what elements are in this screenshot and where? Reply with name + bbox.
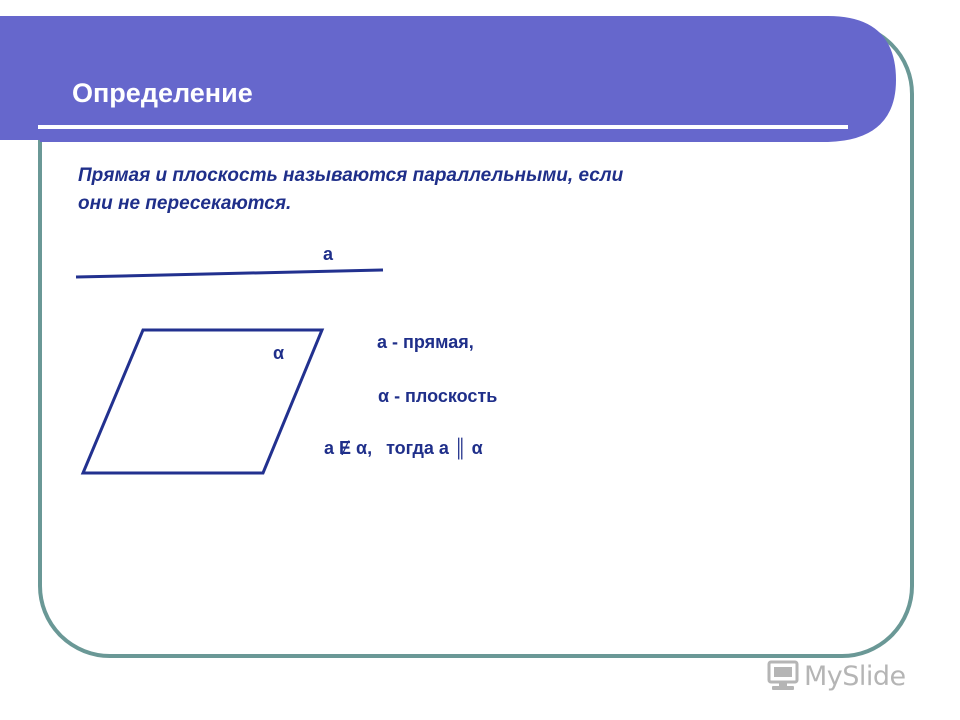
definition-line-2: они не пересекаются. bbox=[78, 193, 292, 214]
legend-plane: α - плоскость bbox=[378, 386, 498, 406]
myslide-logo bbox=[766, 656, 936, 696]
slide-title: Определение bbox=[72, 78, 253, 108]
legend-line: a - прямая, bbox=[377, 332, 474, 352]
computer-icon bbox=[766, 660, 800, 692]
plane-alpha bbox=[83, 330, 322, 473]
logo-text: MySlide bbox=[804, 660, 906, 692]
line-label: a bbox=[323, 244, 334, 264]
definition-line-1: Прямая и плоскость называются параллельными, если bbox=[78, 165, 624, 186]
plane-label: α bbox=[273, 343, 285, 363]
line-a bbox=[76, 270, 383, 277]
definition-text bbox=[78, 162, 798, 218]
conclusion bbox=[324, 438, 483, 459]
title-underline bbox=[38, 125, 848, 129]
conclusion-result: тогда a ║ α bbox=[386, 438, 483, 458]
conclusion-condition: a Ɇ α, bbox=[324, 438, 373, 458]
